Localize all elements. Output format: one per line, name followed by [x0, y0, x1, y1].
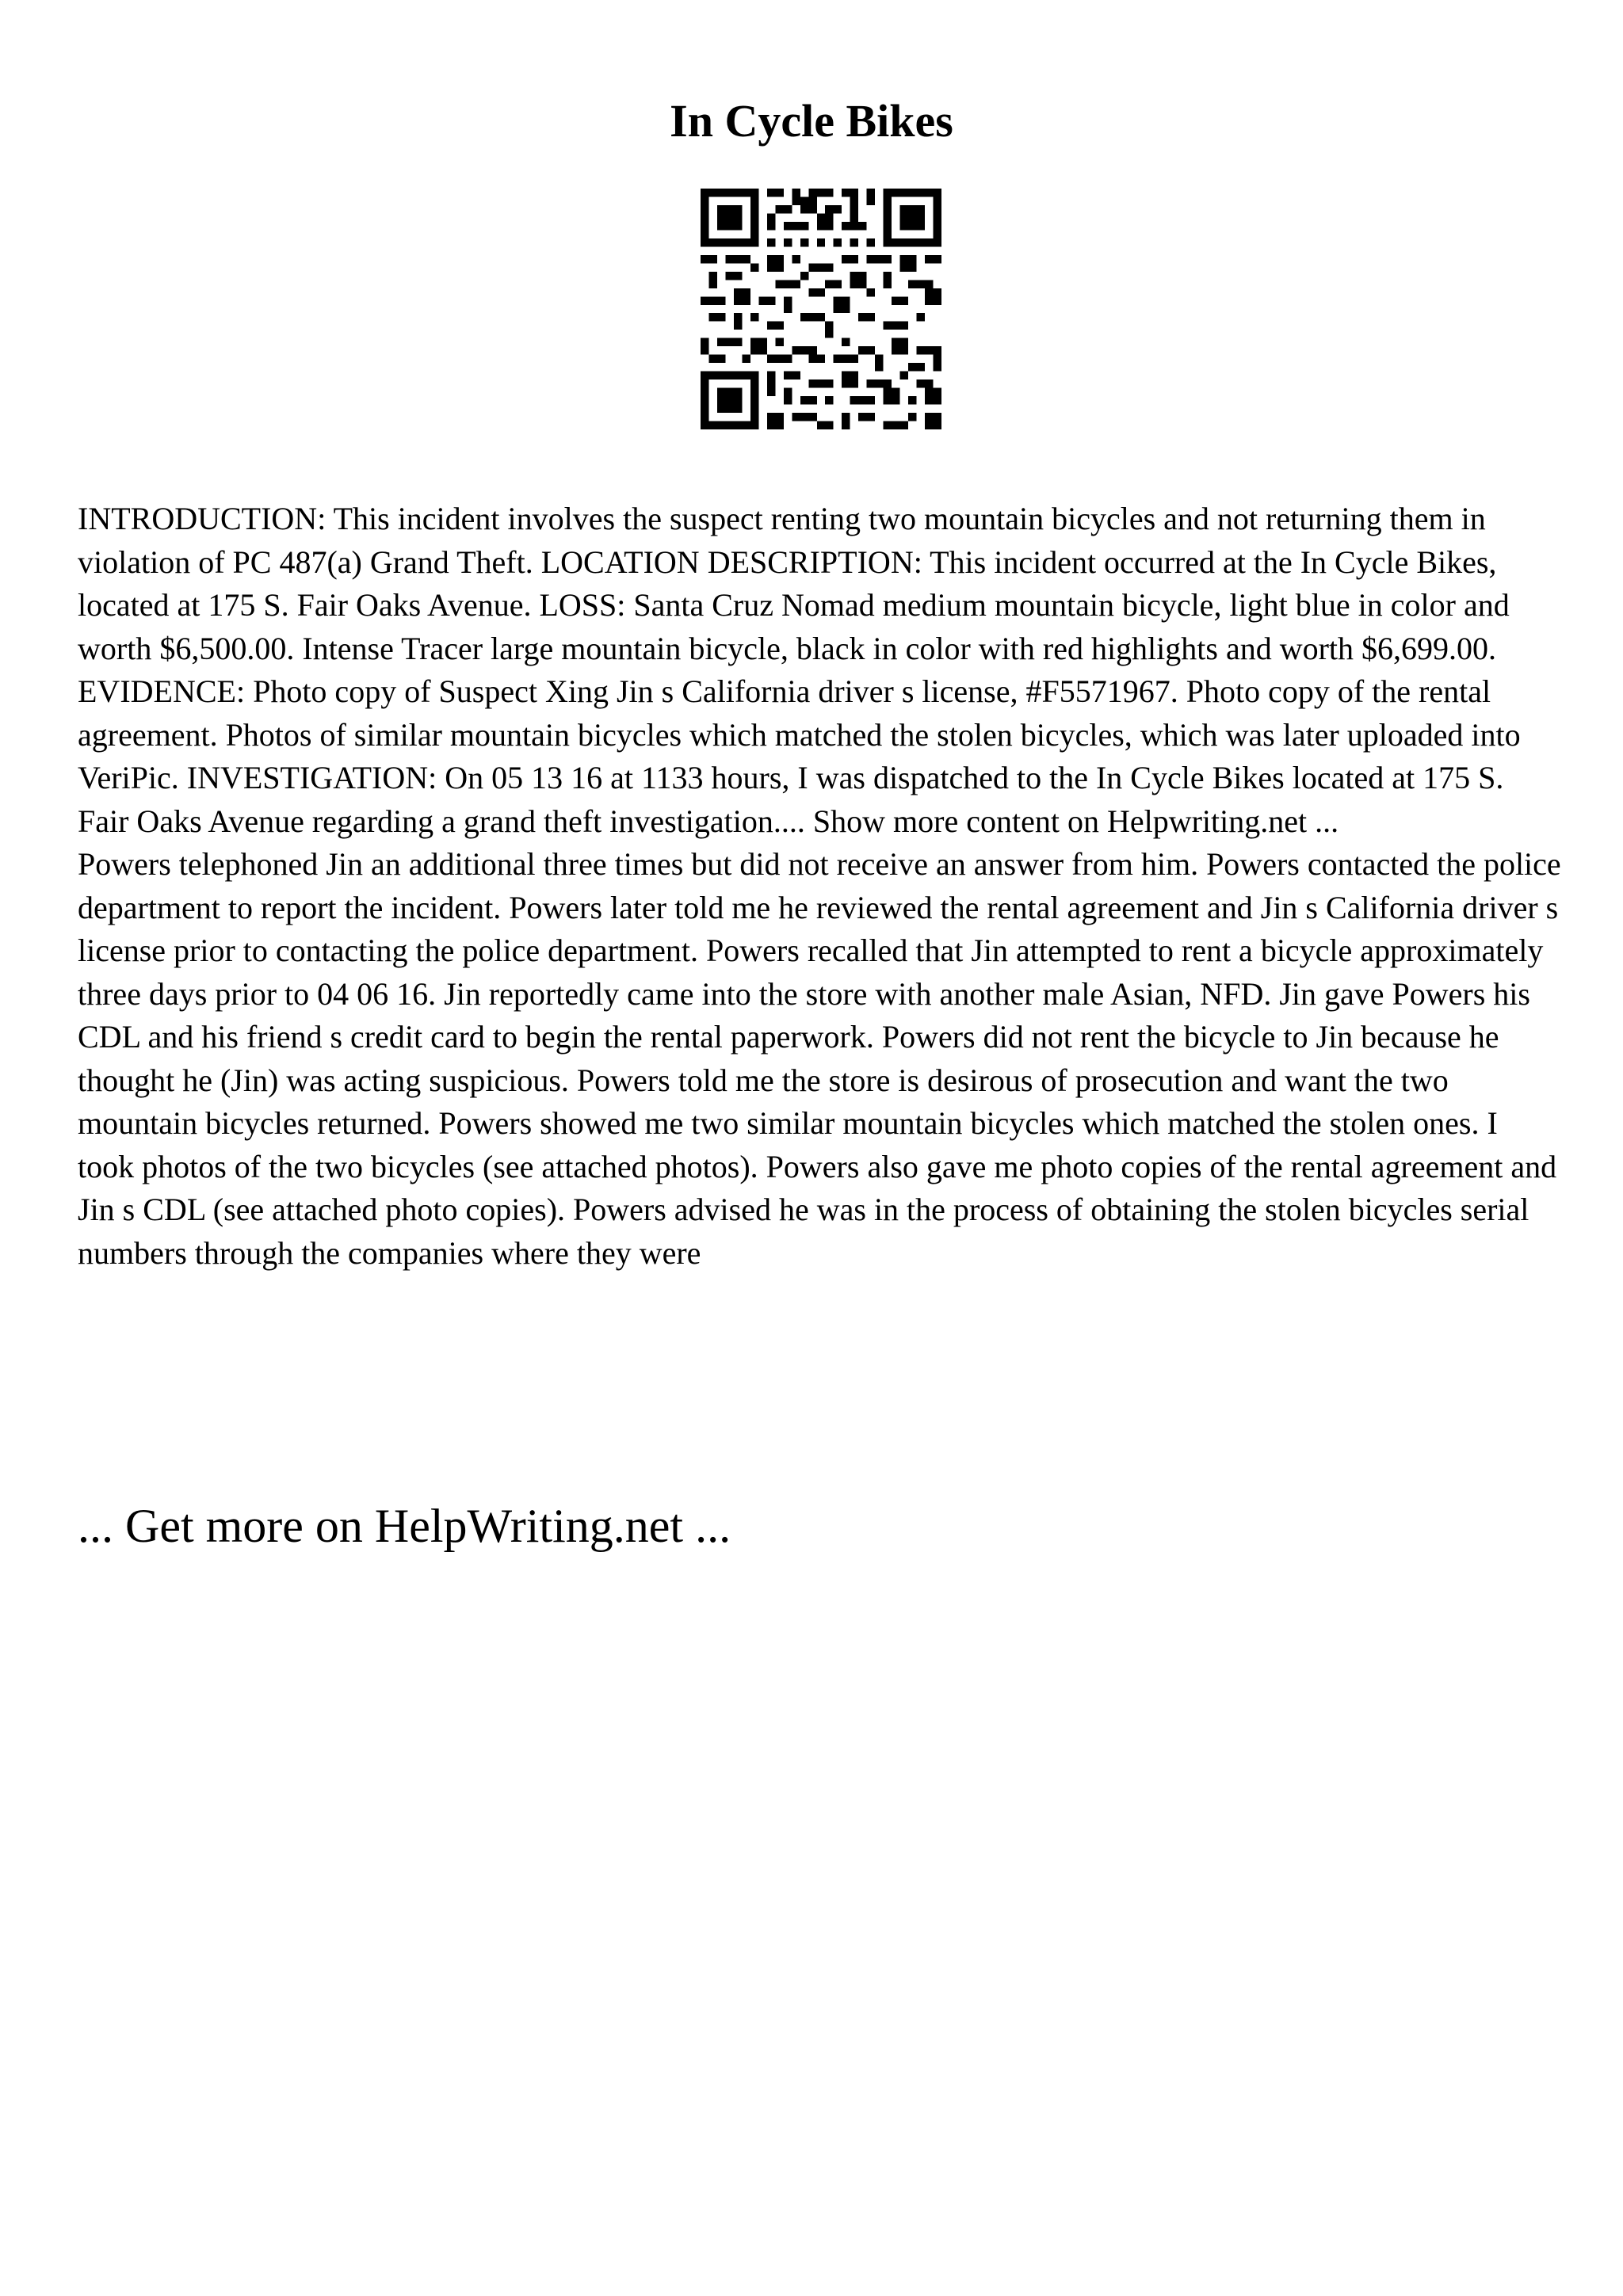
- get-more-link[interactable]: ... Get more on HelpWriting.net ...: [78, 1500, 731, 1552]
- paragraph-introduction: INTRODUCTION: This incident involves the suspect renting two mountain bicycles and not returning them in violation of PC 487(a) Grand Theft. LOCATION DESCRIPTION: This incident occurred at the In Cycle Bikes, located at 175 S. Fair Oaks Avenue. LOSS: Santa Cruz Nomad medium mountain bicycle, light blue in color and worth $6,500.00. Intense Tracer large mountain bicycle, black in color with red highlights and worth $6,699.00. EVIDENCE: Photo copy of Suspect Xing Jin s California driver s license, #F5571967. Photo copy of the rental agreement. Photos of similar mountain bicycles which matched the stolen bicycles, which was later uploaded into VeriPic. INVESTIGATION: On 05 13 16 at 1133 hours, I was dispatched to the In Cycle Bikes located at 175 S. Fair Oaks Avenue regarding a grand theft investigation.... Show more content on Helpwriting.net ...: [78, 501, 1521, 839]
- page-title: In Cycle Bikes: [670, 95, 953, 147]
- article-body: [78, 498, 1561, 1275]
- qr-code-icon: [701, 189, 941, 429]
- paragraph-investigation: Powers telephoned Jin an additional three times but did not receive an answer from him. Powers contacted the police department to report the incident. Powers later told me he reviewed the rental agreement and Jin s California driver s license prior to contacting the police department. Powers recalled that Jin attempted to rent a bicycle approximately three days prior to 04 06 16. Jin reportedly came into the store with another male Asian, NFD. Jin gave Powers his CDL and his friend s credit card to begin the rental paperwork. Powers did not rent the bicycle to Jin because he thought he (Jin) was acting suspicious. Powers told me the store is desirous of prosecution and want the two mountain bicycles returned. Powers showed me two similar mountain bicycles which matched the stolen ones. I took photos of the two bicycles (see attached photos). Powers also gave me photo copies of the rental agreement and Jin s CDL (see attached photo copies). Powers advised he was in the process of obtaining the stolen bicycles serial numbers through the companies where they were: [78, 846, 1561, 1271]
